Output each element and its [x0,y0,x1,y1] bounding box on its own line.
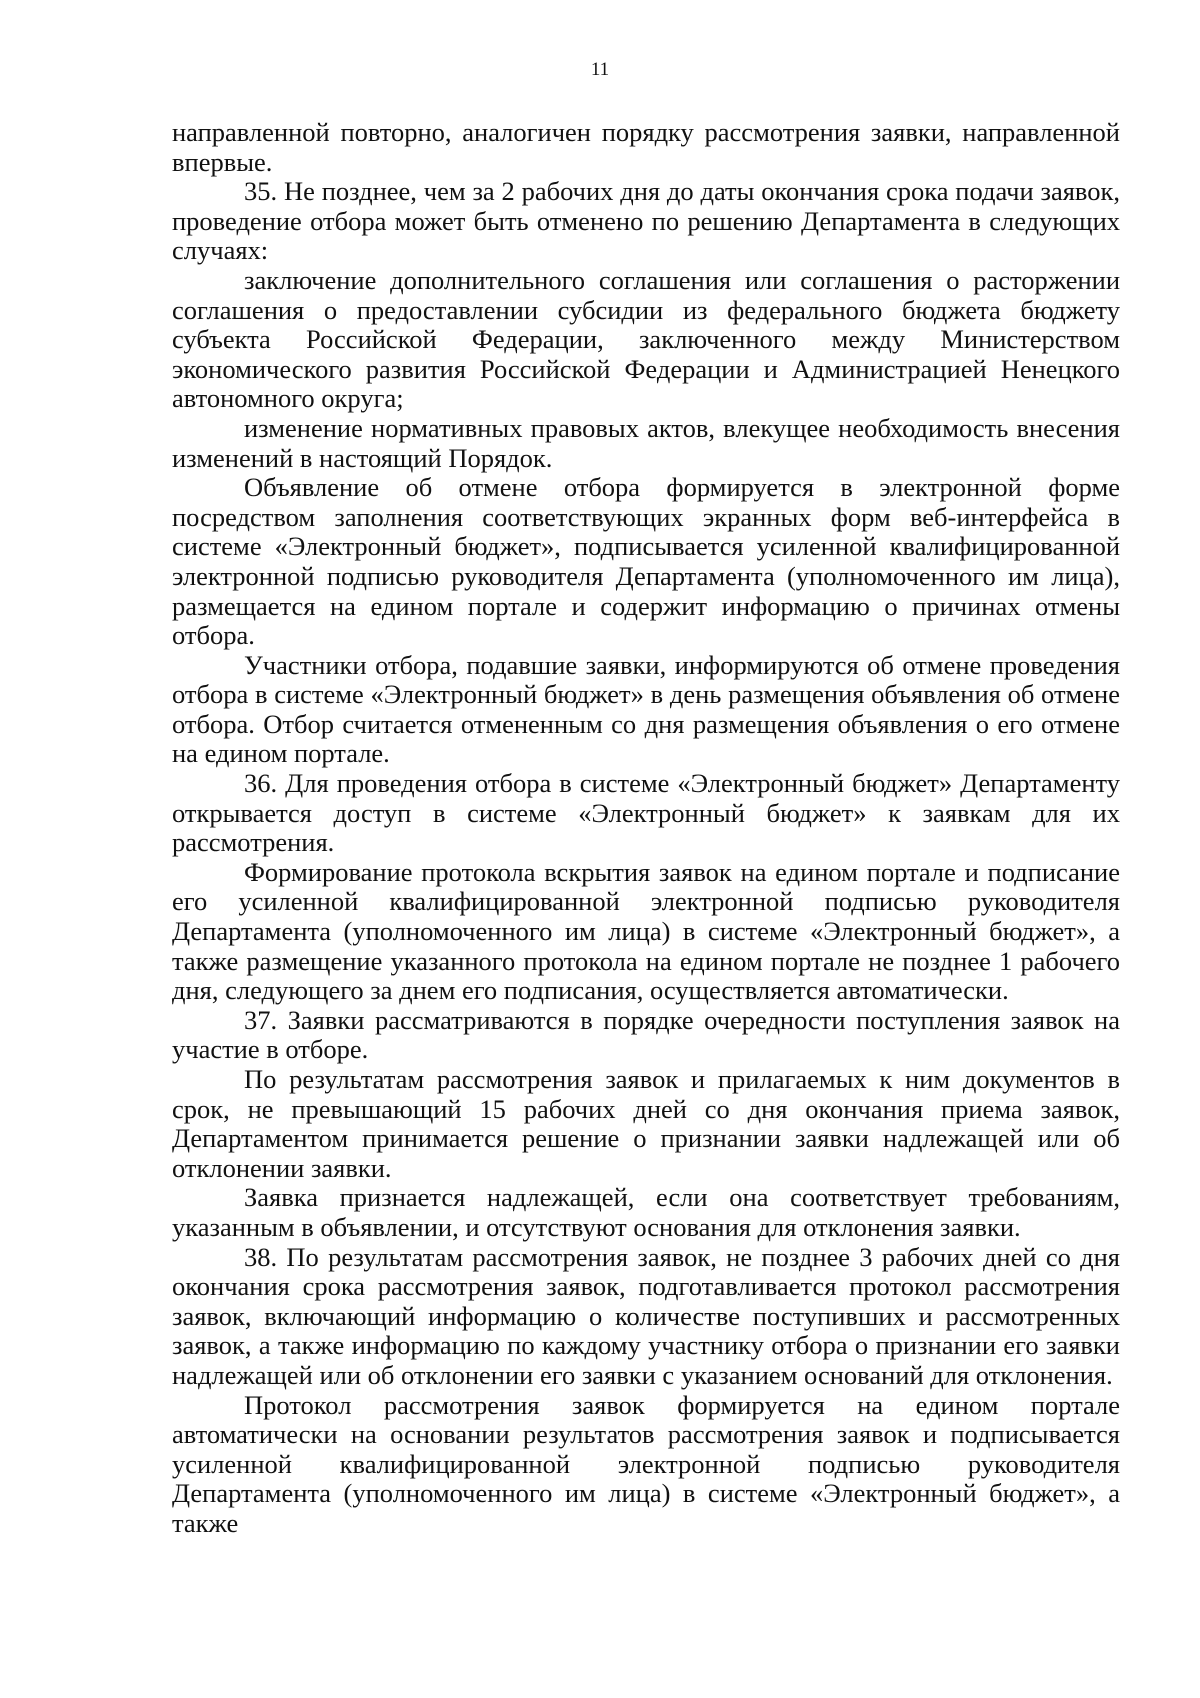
paragraph: Формирование протокола вскрытия заявок на едином портале и подписание его усиленной квалифицированной электронной подписью руководителя Департамента (уполномоченного им лица) в системе «Электронный бюджет», а также размещение указанного протокола на едином портале не позднее 1 рабочего дня, следующего за днем его подписания, осуществляется автоматически. [172,856,1120,1006]
document-body [172,118,1120,1539]
paragraph: 37. Заявки рассматриваются в порядке очередности поступления заявок на участие в отборе. [172,1004,1120,1065]
paragraph: Заявка признается надлежащей, если она соответствует требованиям, указанным в объявлении, и отсутствуют основания для отклонения заявки. [172,1182,1120,1242]
paragraph: изменение нормативных правовых актов, влекущее необходимость внесения изменений в настоящий Порядок. [172,412,1120,473]
paragraph: 36. Для проведения отбора в системе «Электронный бюджет» Департаменту открывается доступ в системе «Электронный бюджет» к заявкам для их рассмотрения. [172,768,1120,858]
paragraph: заключение дополнительного соглашения или соглашения о расторжении соглашения о предоставлении субсидии из федерального бюджета бюджету субъекта Российской Федерации, заключенного между Министерством экономического развития Российской Федерации и Администрацией Ненецкого автономного округа; [172,264,1120,414]
paragraph: 35. Не позднее, чем за 2 рабочих дня до даты окончания срока подачи заявок, проведение отбора может быть отменено по решению Департамента в следующих случаях: [172,176,1120,266]
page-number: 11 [590,59,610,80]
paragraph: направленной повторно, аналогичен порядку рассмотрения заявки, направленной впервые. [172,117,1120,177]
paragraph: Участники отбора, подавшие заявки, информируются об отмене проведения отбора в системе «Электронный бюджет» в день размещения объявления об отмене отбора. Отбор считается отмененным со дня размещения объявления о его отмене на едином портале. [172,649,1120,769]
paragraph: Объявление об отмене отбора формируется в электронной форме посредством заполнения соответствующих экранных форм веб-интерфейса в системе «Электронный бюджет», подписывается усиленной квалифицированной электронной подписью руководителя Департамента (уполномоченного им лица), размещается на едином портале и содержит информацию о причинах отмены отбора. [172,472,1120,651]
paragraph: 38. По результатам рассмотрения заявок, не позднее 3 рабочих дней со дня окончания срока рассмотрения заявок, подготавливается протокол рассмотрения заявок, включающий информацию о количестве поступивших и рассмотренных заявок, а также информацию по каждому участнику отбора о признании его заявки надлежащей или об отклонении его заявки с указанием оснований для отклонения. [172,1241,1120,1390]
paragraph: Протокол рассмотрения заявок формируется на едином портале автоматически на основании результатов рассмотрения заявок и подписывается усиленной квалифицированной электронной подписью руководителя Департамента (уполномоченного им лица) в системе «Электронный бюджет», а также [172,1389,1120,1538]
paragraph: По результатам рассмотрения заявок и прилагаемых к ним документов в срок, не превышающий 15 рабочих дней со дня окончания приема заявок, Департаментом принимается решение о признании заявки надлежащей или об отклонении заявки. [172,1064,1120,1183]
